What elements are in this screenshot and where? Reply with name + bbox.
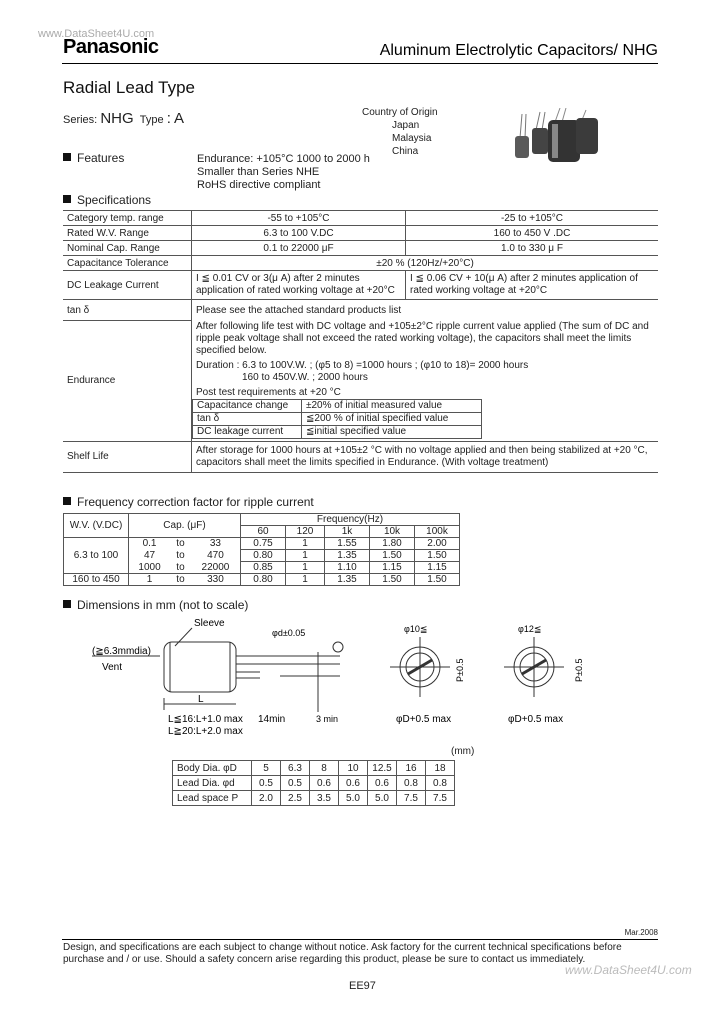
dim-value: 8 [310,761,339,776]
factor: 1.80 [370,538,415,550]
cap-header: Cap. (μF) [129,514,241,538]
endurance-limits-table [192,399,482,439]
table-row [63,271,658,300]
dimensions-table [172,760,455,806]
length-note-1: L≦16:L+1.0 max [168,714,243,725]
factor: 1.15 [370,562,415,574]
dim-value: 0.6 [339,776,368,791]
table-row [64,574,460,586]
dim-value: 2.5 [281,791,310,806]
freq-col: 120 [286,526,325,538]
dim-label: Body Dia. φD [173,761,252,776]
factor: 1.35 [325,574,370,586]
country-item: Japan [392,120,420,131]
dmax-label-2: φD+0.5 max [508,714,564,725]
table-row [63,321,658,442]
bullet-square-icon [63,497,71,505]
frequency-table [63,513,460,586]
spec-value: 6.3 to 100 V.DC [192,226,406,241]
cap-to-word: to [176,538,185,550]
wv-cell: 160 to 450 [64,574,129,586]
brand-logo: Panasonic [63,36,159,58]
spec-label: Endurance [63,321,192,442]
type-label: Type [139,114,164,126]
frequency-title: Frequency correction factor for ripple current [63,495,314,509]
unit-label: (mm) [451,746,475,757]
dim-value: 5.0 [368,791,397,806]
specifications-title: Specifications [63,193,151,207]
pitch-label-2: P±0.5 [574,658,584,682]
table-row [193,399,482,412]
endurance-duration: 160 to 450V.W. ; 2000 hours [242,371,368,383]
spec-value: Please see the attached standard products list [192,300,659,321]
table-row [193,425,482,438]
dim-value: 7.5 [397,791,426,806]
series-value: NHG [100,110,134,127]
pitch-label-1: P±0.5 [455,658,465,682]
table-row [63,211,658,226]
dim-value: 0.6 [310,776,339,791]
factor: 1.50 [370,550,415,562]
cap-to: 22000 [191,562,241,574]
spec-value: 160 to 450 V .DC [406,226,659,241]
limit-key: tan δ [193,412,302,425]
factor: 0.75 [241,538,286,550]
spec-label: Capacitance Tolerance [63,256,192,271]
dmax-label-1: φD+0.5 max [396,714,452,725]
features-title: Features [63,151,124,165]
length-note-2: L≧20:L+2.0 max [168,726,243,737]
limit-key: Capacitance change [193,399,302,412]
watermark-top: www.DataSheet4U.com [38,28,155,40]
cap-to: 470 [191,550,241,562]
dim-value: 5.0 [339,791,368,806]
page-number: EE97 [349,980,376,992]
min14-label: 14min [258,714,286,725]
spec-value: -55 to +105°C [192,211,406,226]
cap-from: 1000 [129,562,171,574]
length-label: L [198,694,204,705]
factor: 1.50 [415,550,460,562]
dim-value: 0.8 [397,776,426,791]
factor: 1 [286,574,325,586]
freq-col: 1k [325,526,370,538]
table-row [63,226,658,241]
endurance-cell [192,321,659,442]
table-row [63,441,658,472]
dim-value: 5 [252,761,281,776]
limit-value: ±20% of initial measured value [302,399,482,412]
dim-value: 10 [339,761,368,776]
feature-item: Smaller than Series NHE [197,166,320,178]
features-list [197,153,370,192]
feature-item: Endurance: +105°C 1000 to 2000 h [197,153,370,165]
spec-value: 0.1 to 22000 μF [192,241,406,256]
watermark-bottom: www.DataSheet4U.com [565,963,692,977]
cap-to-word: to [170,574,191,586]
country-item: China [392,146,419,157]
factor: 0.80 [241,550,286,562]
vent-note: (≧6.3mmdia) [92,646,151,657]
table-row [173,761,455,776]
dim-value: 3.5 [310,791,339,806]
country-item: Malaysia [392,133,432,144]
factor: 0.80 [241,574,286,586]
cap-to-word: to [176,550,185,561]
limit-key: DC leakage current [193,425,302,438]
feature-item: RoHS directive compliant [197,179,321,191]
spec-label: Shelf Life [63,441,192,472]
spec-value: ±20 % (120Hz/+20°C) [192,256,659,271]
footer-note: Design, and specifications are each subject to change without notice. Ask factory for the current technical specifications before purchase and / or use. Should a safety concern arise regarding this product, please be sure to contact us immediately. [63,942,622,965]
series-line [63,110,184,127]
endurance-duration: Duration : 6.3 to 100V.W. ; (φ5 to 8) =1000 hours ; (φ10 to 18)= 2000 hours [196,359,529,371]
bullet-square-icon [63,195,71,203]
wv-cell: 6.3 to 100 [64,538,129,574]
table-row [63,300,658,321]
page-heading: Radial Lead Type [63,78,196,97]
factor: 1 [286,562,325,574]
spec-value: I ≦ 0.06 CV + 10(μ A) after 2 minutes application of rated working voltage at +20°C [406,271,659,300]
dim-label: Lead Dia. φd [173,776,252,791]
country-of-origin [362,106,438,158]
dim-value: 0.5 [281,776,310,791]
sleeve-label: Sleeve [194,618,225,629]
dim-value: 18 [426,761,455,776]
dim-value: 2.0 [252,791,281,806]
dimensions-title: Dimensions in mm (not to scale) [63,598,248,612]
factor: 0.85 [241,562,286,574]
limit-value: ≦200 % of initial specified value [302,412,482,425]
spec-value: After storage for 1000 hours at +105±2 °C with no voltage applied and then being stabilized at +20 °C, capacitors shall meet the limits specified in Endurance. (With voltage treatment) [192,441,659,472]
cap-to-word: to [176,561,185,573]
table-row [63,256,658,271]
spec-label: Rated W.V. Range [63,226,192,241]
spec-label: tan δ [63,300,192,321]
spec-value: I ≦ 0.01 CV or 3(μ A) after 2 minutes application of rated working voltage at +20°C [192,271,406,300]
factor: 1.50 [415,574,460,586]
endurance-text: After following life test with DC voltage and +105±2°C ripple current value applied (The sum of DC and ripple peak voltage shall not exceed the rated working voltage), the capacitors shall meet the limits specified below. [196,320,649,356]
cap-from: 1 [129,574,171,586]
endurance-post: Post test requirements at +20 °C [196,386,341,398]
cap-from: 0.1 [129,538,171,550]
dim-value: 16 [397,761,426,776]
factor: 1 [286,550,325,562]
type-value: A [173,110,184,127]
spec-label: DC Leakage Current [63,271,192,300]
cap-from: 47 [129,550,171,562]
freq-col: 10k [370,526,415,538]
bullet-square-icon [63,153,71,161]
factor: 1.10 [325,562,370,574]
bullet-square-icon [63,600,71,608]
dimension-drawing [60,612,660,742]
type-sep: : [166,110,171,127]
table-row [173,776,455,791]
dim-value: 0.6 [368,776,397,791]
phi12-label: φ12≦ [518,624,542,634]
table-row [63,241,658,256]
capacitor-photo [500,108,610,170]
series-label: Series: [63,114,98,126]
table-row [173,791,455,806]
factor: 1.15 [415,562,460,574]
dim-label: Lead space P [173,791,252,806]
table-row [64,538,460,550]
dim-value: 12.5 [368,761,397,776]
dim-value: 0.8 [426,776,455,791]
freq-col: 60 [241,526,286,538]
phi10-label: φ10≦ [404,624,428,634]
freq-col: 100k [415,526,460,538]
country-label: Country of Origin [362,107,438,118]
factor: 1 [286,538,325,550]
dim-value: 0.5 [252,776,281,791]
specifications-table [63,210,658,473]
date-label: Mar.2008 [624,928,658,937]
table-row [64,514,460,526]
vent-label: Vent [102,662,123,673]
title-divider [62,63,658,64]
spec-label: Category temp. range [63,211,192,226]
spec-label: Nominal Cap. Range [63,241,192,256]
spec-value: -25 to +105°C [406,211,659,226]
factor: 1.55 [325,538,370,550]
table-row [193,412,482,425]
dim-value: 6.3 [281,761,310,776]
cap-to: 33 [191,538,241,550]
cap-to: 330 [191,574,241,586]
wv-header: W.V. (V.DC) [64,514,129,538]
factor: 2.00 [415,538,460,550]
limit-value: ≦initial specified value [302,425,482,438]
document-title: Aluminum Electrolytic Capacitors/ NHG [379,42,658,59]
spec-value: 1.0 to 330 μ F [406,241,659,256]
lead-dia-label: φd±0.05 [272,628,306,638]
frequency-header: Frequency(Hz) [241,514,460,526]
factor: 1.50 [370,574,415,586]
footer-divider [62,939,658,940]
dim-value: 7.5 [426,791,455,806]
min3-label: 3 min [316,714,339,724]
factor: 1.35 [325,550,370,562]
